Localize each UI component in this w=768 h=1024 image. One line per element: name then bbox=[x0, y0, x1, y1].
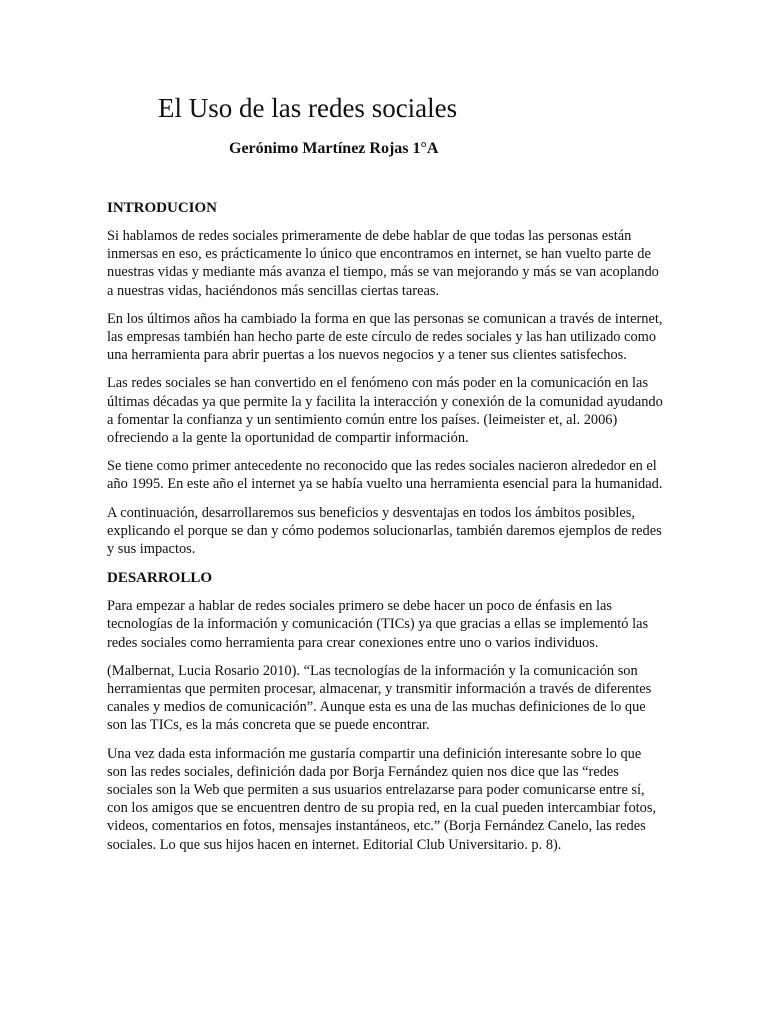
section-development bbox=[107, 568, 663, 854]
paragraph: A continuación, desarrollaremos sus beneficios y desventajas en todos los ámbitos posibles, explicando el porque se dan y cómo podemos solucionarlas, también daremos ejemplos de redes y sus impactos. bbox=[107, 504, 662, 558]
paragraph: En los últimos años ha cambiado la forma en que las personas se comunican a través de internet, las empresas también han hecho parte de este círculo de redes sociales y las han utilizado como una herramienta para abrir puertas a los nuevos negocios y a tener sus clientes satisfechos. bbox=[107, 310, 663, 364]
paragraph: (Malbernat, Lucia Rosario 2010). “Las tecnologías de la información y la comunicación son herramientas que permiten procesar, almacenar, y transmitir información a través de diferentes canales y medios de comunicación”. Aunque esta es una de las muchas definiciones de lo que son las TICs, es la más concreta que se puede encontrar. bbox=[107, 662, 652, 734]
section-heading: DESARROLLO bbox=[107, 570, 213, 587]
paragraph: Una vez dada esta información me gustaría compartir una definición interesante sobre lo que son las redes sociales, definición dada por Borja Fernández quien nos dice que las “redes sociales son la Web que permiten a sus usuarios entrelazarse para poder comunicarse entre sí, con los amigos que se encuentren dentro de su propia red, en la cual pueden intercambiar fotos, videos, comentarios en fotos, mensajes instantáneos, etc.” (Borja Fernández Canelo, las redes sociales. Lo que sus hijos hacen en internet. Editorial Club Universitario. p. 8). bbox=[107, 745, 657, 853]
section-introduction bbox=[107, 198, 663, 558]
paragraph: Si hablamos de redes sociales primeramente de debe hablar de que todas las personas están inmersas en eso, es prácticamente lo único que encontramos en internet, se han vuelto parte de nuestras vidas y mediante más avanza el tiempo, más se van mejorando y más se van acoplando a nuestras vidas, haciéndonos más sencillas ciertas tareas. bbox=[107, 228, 659, 299]
paragraph: Para empezar a hablar de redes sociales primero se debe hacer un poco de énfasis en las tecnologías de la información y comunicación (TICs) ya que gracias a ellas se implementó las redes sociales como herramienta para crear conexiones entre uno o varios individuos. bbox=[107, 598, 649, 651]
document-title: El Uso de las redes sociales bbox=[158, 93, 458, 123]
document-body bbox=[107, 198, 663, 864]
section-heading: INTRODUCION bbox=[107, 200, 218, 216]
paragraph: Las redes sociales se han convertido en el fenómeno con más poder en la comunicación en las últimas décadas ya que permite la y facilita la interacción y conexión de la comunidad ayudando a fomentar la confianza y un sentimiento común entre los países. (leimeister et, al. 2006) ofreciendo a la gente la oportunidad de compartir información. bbox=[107, 375, 663, 447]
paragraph: Se tiene como primer antecedente no reconocido que las redes sociales nacieron alrededor en el año 1995. En este año el internet ya se había vuelto una herramienta esencial para la humanidad. bbox=[107, 458, 663, 493]
document-author: Gerónimo Martínez Rojas 1°A bbox=[229, 140, 439, 157]
